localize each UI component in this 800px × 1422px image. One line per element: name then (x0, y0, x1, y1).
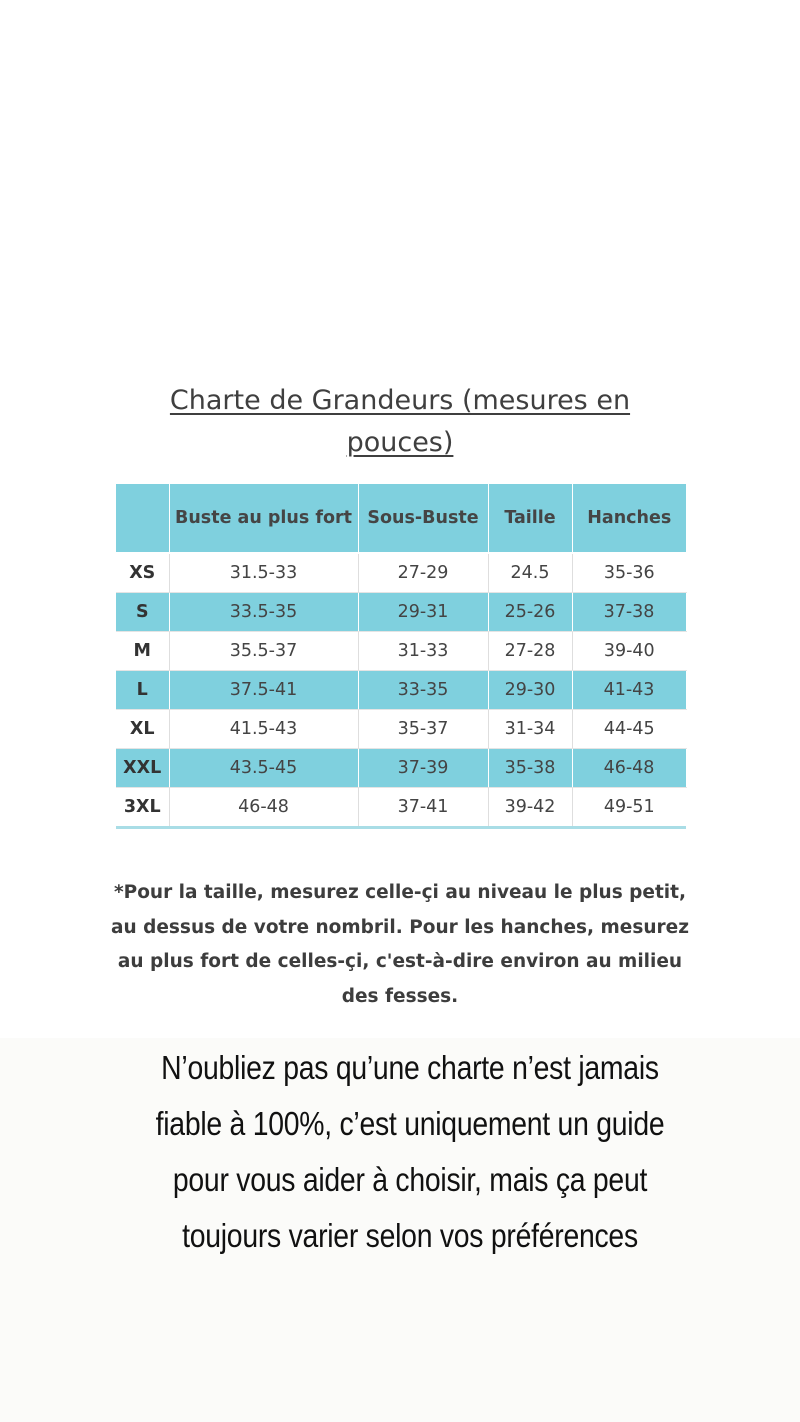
bust-value: 43.5-45 (169, 749, 358, 788)
waist-value: 31-34 (488, 710, 572, 749)
hips-value: 49-51 (572, 788, 686, 828)
underbust-value: 35-37 (358, 710, 488, 749)
bust-value: 35.5-37 (169, 632, 358, 671)
waist-value: 24.5 (488, 553, 572, 593)
measurement-footnote: *Pour la taille, mesurez celle-çi au niveau le plus petit, au dessus de votre nombril. Pour les hanches, mesurez au plus fort de celles-çi, c'est-à-dire environ au milieu des fesses. (111, 882, 689, 1007)
hips-value: 44-45 (572, 710, 686, 749)
bust-value: 33.5-35 (169, 593, 358, 632)
underbust-value: 37-39 (358, 749, 488, 788)
bust-value: 46-48 (169, 788, 358, 828)
underbust-value: 33-35 (358, 671, 488, 710)
table-row (116, 632, 686, 671)
header-cell-underbust: Sous-Buste (358, 484, 488, 553)
table-header-row (116, 484, 686, 553)
chart-title (0, 380, 800, 464)
hips-value: 35-36 (572, 553, 686, 593)
chart-title-line-1: Charte de Grandeurs (mesures en (169, 385, 631, 416)
header-cell-waist: Taille (488, 484, 572, 553)
underbust-value: 31-33 (358, 632, 488, 671)
underbust-value: 29-31 (358, 593, 488, 632)
hips-value: 46-48 (572, 749, 686, 788)
waist-value: 29-30 (488, 671, 572, 710)
hips-value: 39-40 (572, 632, 686, 671)
underbust-value: 37-41 (358, 788, 488, 828)
size-label: 3XL (116, 788, 169, 828)
underbust-value: 27-29 (358, 553, 488, 593)
bust-value: 37.5-41 (169, 671, 358, 710)
table-row (116, 710, 686, 749)
bust-value: 41.5-43 (169, 710, 358, 749)
size-table (116, 484, 687, 829)
size-label: XL (116, 710, 169, 749)
header-cell-hips: Hanches (572, 484, 686, 553)
waist-value: 39-42 (488, 788, 572, 828)
chart-title-line-2: pouces) (346, 427, 454, 458)
header-cell-size (116, 484, 169, 553)
table-row (116, 749, 686, 788)
size-label: L (116, 671, 169, 710)
waist-value: 35-38 (488, 749, 572, 788)
waist-value: 25-26 (488, 593, 572, 632)
table-row (116, 671, 686, 710)
size-label: M (116, 632, 169, 671)
table-row (116, 553, 686, 593)
waist-value: 27-28 (488, 632, 572, 671)
bust-value: 31.5-33 (169, 553, 358, 593)
table-row (116, 593, 686, 632)
table-row (116, 788, 686, 828)
story-caption-text: N’oubliez pas qu’une charte n’est jamais fiable à 100%, c’est uniquement un guide pour vous aider à choisir, mais ça peut toujours varier selon vos préférences (155, 1049, 665, 1254)
size-label: XS (116, 553, 169, 593)
hips-value: 37-38 (572, 593, 686, 632)
size-label: S (116, 593, 169, 632)
hips-value: 41-43 (572, 671, 686, 710)
header-cell-bust: Buste au plus fort (169, 484, 358, 553)
size-label: XXL (116, 749, 169, 788)
